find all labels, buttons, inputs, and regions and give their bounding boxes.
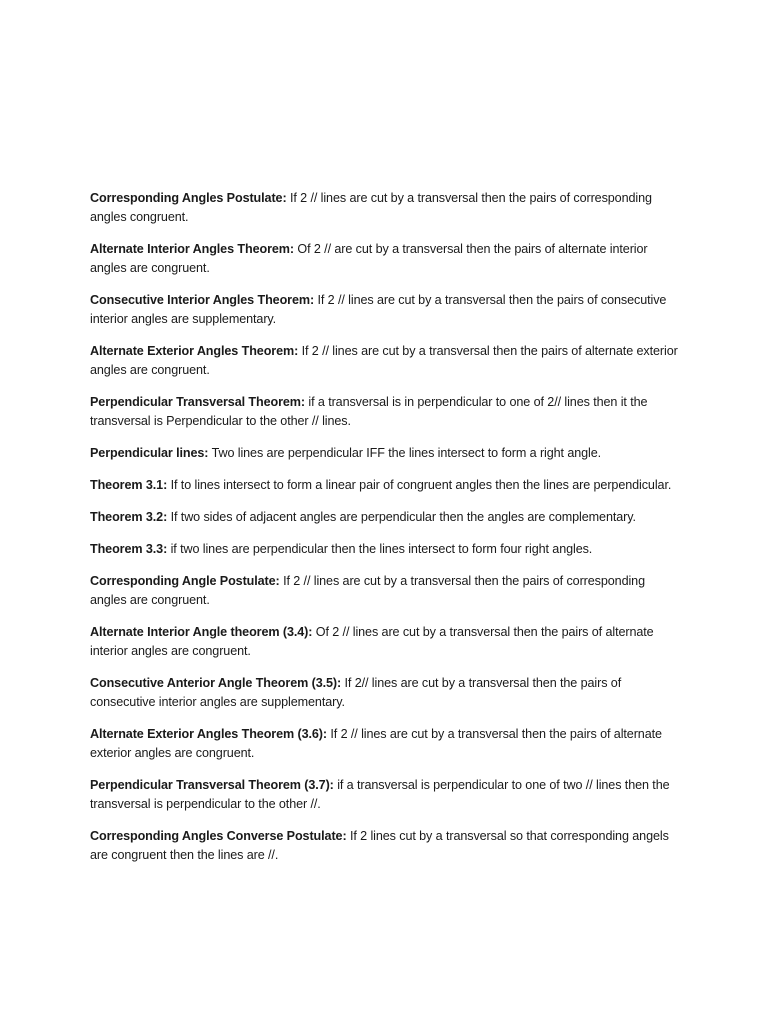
entry-consecutive-interior-angles-theorem	[90, 291, 682, 329]
entry-term: Consecutive Interior Angles Theorem:	[90, 293, 315, 307]
entry-corresponding-angles-converse-postulate	[90, 827, 682, 865]
entry-term: Alternate Interior Angles Theorem:	[90, 242, 294, 256]
entry-alternate-exterior-angles-theorem-3-6	[90, 725, 682, 763]
entry-term: Alternate Interior Angle theorem (3.4):	[90, 625, 313, 639]
entry-text: If 2 // lines are cut by a transversal then the pairs of corresponding angles are congruent.	[90, 574, 645, 607]
entry-text: Of 2 // lines are cut by a transversal then the pairs of alternate interior angles are congruent.	[90, 625, 654, 658]
entry-text: if two lines are perpendicular then the lines intersect to form four right angles.	[170, 542, 593, 556]
entry-text: If 2 // lines are cut by a transversal then the pairs of alternate exterior angles are congruent.	[90, 344, 678, 377]
entry-text: Of 2 // are cut by a transversal then the pairs of alternate interior angles are congruent.	[90, 242, 648, 275]
entry-term: Corresponding Angle Postulate:	[90, 574, 280, 588]
entry-alternate-exterior-angles-theorem	[90, 342, 682, 380]
entry-term: Consecutive Anterior Angle Theorem (3.5):	[90, 676, 342, 690]
entry-perpendicular-transversal-theorem	[90, 393, 682, 431]
entry-alternate-interior-angles-theorem	[90, 240, 682, 278]
entry-text: If 2// lines are cut by a transversal then the pairs of consecutive interior angles are supplementary.	[90, 676, 622, 709]
entry-theorem-3-3	[90, 540, 682, 559]
entry-perpendicular-transversal-theorem-3-7	[90, 776, 682, 814]
entry-term: Corresponding Angles Postulate:	[90, 191, 287, 205]
entry-text: If to lines intersect to form a linear pair of congruent angles then the lines are perpendicular.	[170, 478, 672, 492]
entry-term: Corresponding Angles Converse Postulate:	[90, 829, 347, 843]
entry-term: Alternate Exterior Angles Theorem (3.6):	[90, 727, 327, 741]
entry-text: If 2 // lines are cut by a transversal then the pairs of corresponding angles congruent.	[90, 191, 652, 224]
entry-text: Two lines are perpendicular IFF the lines intersect to form a right angle.	[211, 446, 602, 460]
entry-corresponding-angles-postulate	[90, 189, 682, 227]
entry-consecutive-anterior-angle-theorem-3-5	[90, 674, 682, 712]
entry-term: Perpendicular lines:	[90, 446, 209, 460]
document-page	[90, 189, 682, 878]
entry-text: If 2 lines cut by a transversal so that corresponding angels are congruent then the lines are //.	[90, 829, 669, 862]
entry-text: If two sides of adjacent angles are perpendicular then the angles are complementary.	[170, 510, 636, 524]
entry-theorem-3-1	[90, 476, 682, 495]
entry-term: Perpendicular Transversal Theorem (3.7):	[90, 778, 334, 792]
entry-term: Theorem 3.2:	[90, 510, 168, 524]
entry-alternate-interior-angle-theorem-3-4	[90, 623, 682, 661]
entry-perpendicular-lines	[90, 444, 682, 463]
entry-corresponding-angle-postulate	[90, 572, 682, 610]
entry-term: Theorem 3.3:	[90, 542, 168, 556]
entry-text: if a transversal is perpendicular to one of two // lines then the transversal is perpendicular to the other //.	[90, 778, 670, 811]
entry-text: If 2 // lines are cut by a transversal then the pairs of consecutive interior angles are supplementary.	[90, 293, 667, 326]
entry-text: if a transversal is in perpendicular to one of 2// lines then it the transversal is Perpendicular to the other // lines.	[90, 395, 648, 428]
entry-theorem-3-2	[90, 508, 682, 527]
entry-term: Perpendicular Transversal Theorem:	[90, 395, 305, 409]
entry-text: If 2 // lines are cut by a transversal then the pairs of alternate exterior angles are congruent.	[90, 727, 662, 760]
entry-term: Theorem 3.1:	[90, 478, 168, 492]
entry-term: Alternate Exterior Angles Theorem:	[90, 344, 299, 358]
